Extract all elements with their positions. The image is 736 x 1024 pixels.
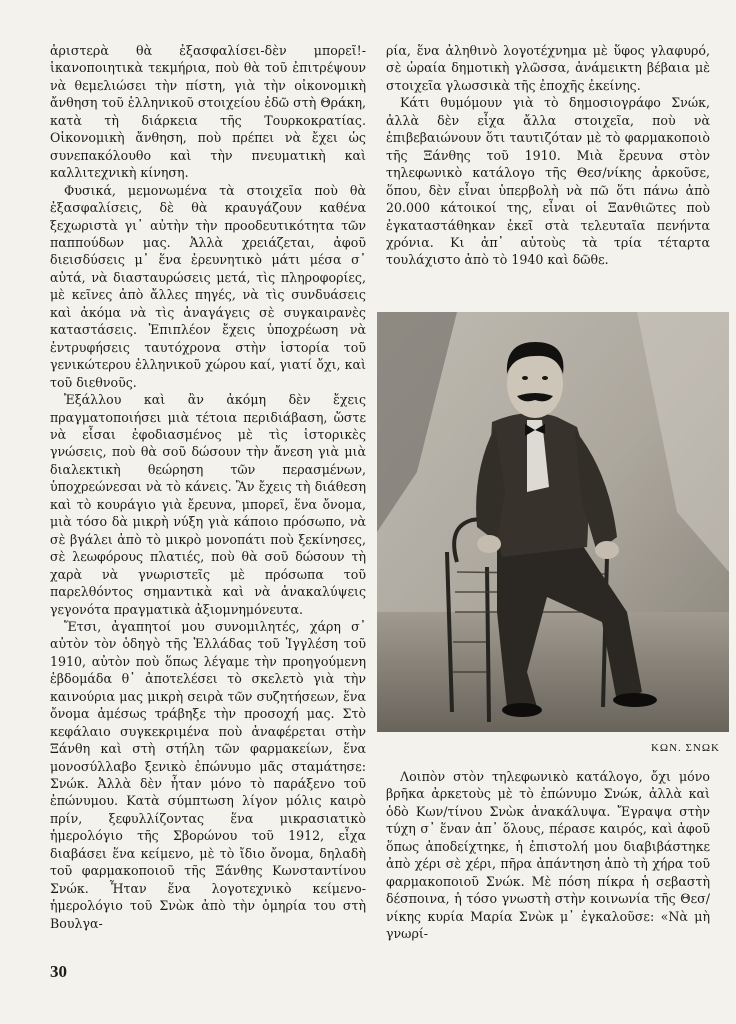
- paragraph: Ἐξάλλου καὶ ἂν ἀκόμη δὲν ἔχεις πραγματοποιήσει μιὰ τέτοια περιδιάβαση, ὥστε νὰ εἶσαι ἐφοδιασμένος μὲ τὶς ἱστορικὲς γνώσεις, ποὺ θὰ σοῦ δώσουν τὴν ἄνεση γιὰ μιὰ διαλεκτικὴ θεώρηση τῶν περασμένων, ὑποχρεώνεσαι νὰ τὸ κάνεις. Ἂν ἔχεις τὴ διάθεση καὶ τὸ κουράγιο γιὰ ἔρευνα, μπορεῖ, ἕνα ὄνομα, μιὰ τόσο δὰ μικρὴ νύξη γιὰ κάποιο πρόσωπο, νὰ σὲ βγάλει ἀπὸ τὸ μικρὸ μονοπάτι ποὺ ξεκίνησες, σὲ λεωφόρους πλατιές, ποὺ θὰ σοῦ δώσουν τὴ χαρὰ νὰ γνωριστεῖς μὲ πρόσωπα τοῦ παρελθόντος σημαντικὰ καὶ νὰ ἀνακαλύψεις γεγονότα πραγματικὰ ἀξιομνημόνευτα.: [50, 392, 366, 617]
- paragraph: Λοιπὸν στὸν τηλεφωνικὸ κατάλογο, ὄχι μόνο βρῆκα ἀρκετοὺς μὲ τὸ ἐπώνυμο Σνώκ, ἀλλὰ καὶ ὁδὸ Κων/τίνου Σνὼκ ἀνακάλυψα. Ἔγραψα στὴν τύχη σ᾽ ἕναν ἀπ᾽ ὅλους, πέρασε καιρός, καὶ ἀφοῦ ὅπως ἀποδείχτηκε, ἡ ἐπιστολή μου διαβιβάστηκε ἀπὸ χέρι σὲ χέρι, πῆρα ἀπάντηση ἀπὸ τὴ χήρα τοῦ φαρμακοποιοῦ Σνώκ. Μὲ πόση πίκρα ἡ σεβαστὴ δέσποινα, ἡ τόσο γνωστὴ στὴν κοινωνία τῆς Θεσ/νίκης κυρία Μαρία Σνὼκ μ᾽ ἐγκαλοῦσε: «Νὰ μὴ γνωρί-: [386, 769, 710, 942]
- paragraph: ἀριστερὰ θὰ ἐξασφαλίσει-δὲν μπορεῖ!-ἱκανοποιητικὰ τεκμήρια, ποὺ θὰ τοῦ ἐπιτρέψουν νὰ θεμελιώσει τὴν πίστη, γιὰ τὴν οἰκονομικὴ ἄνθηση τοῦ ἑλληνικοῦ στοιχείου ἐδῶ στὴ Θράκη, κατὰ τὴ διάρκεια τῆς Τουρκοκρατίας. Οἰκονομικὴ ἄνθηση, ποὺ πρέπει νὰ ἔχει ὡς συνεπακόλουθο καὶ τὴν πνευματικὴ καὶ καλλιτεχνικὴ κίνηση.: [50, 43, 366, 181]
- left-text-column: [50, 42, 366, 932]
- right-text-column-top: [386, 42, 710, 269]
- paragraph: Ἔτσι, ἀγαπητοί μου συνομιλητές, χάρη σ᾽ αὐτὸν τὸν ὁδηγὸ τῆς Ἑλλάδας τοῦ Ἰγγλέση τοῦ 1910, αὐτὸν ποὺ ὅπως λέγαμε τὴν προηγούμενη ἑβδομάδα θ᾽ ἀποτελέσει τὸ σκελετὸ γιὰ τὴν καινούρια μας μικρὴ σειρὰ τῶν συζητήσεων, ἕνα ὄνομα ἀμέσως τράβηξε τὴν προσοχή μας. Στὸ κεφάλαιο συγκεκριμένα ποὺ ἀναφέρεται στὴν Ξάνθη καὶ στὴ στήλη τῶν φαρμακείων, ἕνα μονοσύλλαβο ξενικὸ ἐπώνυμο μᾶς σταμάτησε: Σνώκ. Ἀλλὰ δὲν ἦταν μόνο τὸ παράξενο τοῦ ἐπώνυμου. Κατὰ σύμπτωση λίγον μόλις καιρὸ πρίν, ξεφυλλίζοντας ἕνα μικρασιατικὸ ἡμερολόγιο τῆς Σβορώνου τοῦ 1912, εἶχα διαβάσει ἕνα κείμενο, μὲ τὸ ἴδιο ὄνομα, δηλαδὴ τοῦ φαρμακοποιοῦ τῆς Ξάνθης Κωνσταντίνου Σνώκ. Ἦταν ἕνα λογοτεχνικὸ κείμενο-ἡμερολόγιο τοῦ Σνὼκ ἀπὸ τὴν ὁμηρία του στὴ Βουλγα-: [50, 618, 366, 931]
- paragraph: ρία, ἕνα ἀληθινὸ λογοτέχνημα μὲ ὕφος γλαφυρό, σὲ ὡραία δημοτικὴ γλῶσσα, ἀνάμεικτη βέβαια μὲ στοιχεῖα γλωσσικὰ τῆς ἐποχῆς ἐκείνης.: [386, 43, 710, 93]
- photo-caption: ΚΩΝ. ΣΝΩΚ: [650, 742, 720, 754]
- portrait-photo: [377, 312, 729, 732]
- portrait-illustration: [377, 312, 729, 732]
- page-number: 30: [50, 962, 67, 981]
- right-text-column-bottom: [386, 768, 710, 943]
- paragraph: Κάτι θυμόμουν γιὰ τὸ δημοσιογράφο Σνώκ, ἀλλὰ δὲν εἶχα ἄλλα στοιχεῖα, ποὺ νὰ ἐπιβεβαιώνουν ὅτι ταυτιζόταν μὲ τὸ φαρμακοποιὸ τῆς Ξάνθης τοῦ 1910. Μιὰ ἔρευνα στὸν τηλεφωνικὸ κατάλογο τῆς Θεσ/νίκης ἀρκοῦσε, ὅπου, δὲν εἶναι ὑπερβολὴ νὰ πῶ ὅτι πάνω ἀπὸ 20.000 κάτοικοί της, εἶναι οἱ Ξανθιῶτες ποὺ ἐγκαταστάθηκαν ἐκεῖ στὰ τελευταῖα πενήντα χρόνια. Κι ἀπ᾽ αὐτοὺς τὰ τρία τέταρτα τουλάχιστο ἀπὸ τὸ 1940 καὶ δῶθε.: [386, 95, 710, 268]
- paragraph: Φυσικά, μεμονωμένα τὰ στοιχεῖα ποὺ θὰ ἐξασφαλίσεις, δὲ θὰ κραυγάζουν καθένα ξεχωριστὰ γι᾽ αὐτὴν τὴν προοδευτικότητα τῶν παππούδων μας. Ἀλλὰ χρειάζεται, ἀφοῦ διεισδύσεις μ᾽ ἕνα ἐρευνητικὸ μάτι μέσα σ᾽ αὐτά, νὰ διασταυρώσεις μετά, τὶς πληροφορίες, μὲ κεῖνες ἀπὸ ἄλλες πηγές, νὰ τὶς συνδυάσεις καὶ ἀκόμα νὰ τὶς ἀναγάγεις σὲ συγκαιρανὲς καταστάσεις. Ἐπιπλέον ἔχεις ὑποχρέωση νὰ ἐντρυφήσεις ταυτόχρονα στὴν ἱστορία τοῦ γενικώτερου ἑλληνικοῦ χώρου καί, γιατί ὄχι, καὶ τοῦ διεθνοῦς.: [50, 182, 366, 390]
